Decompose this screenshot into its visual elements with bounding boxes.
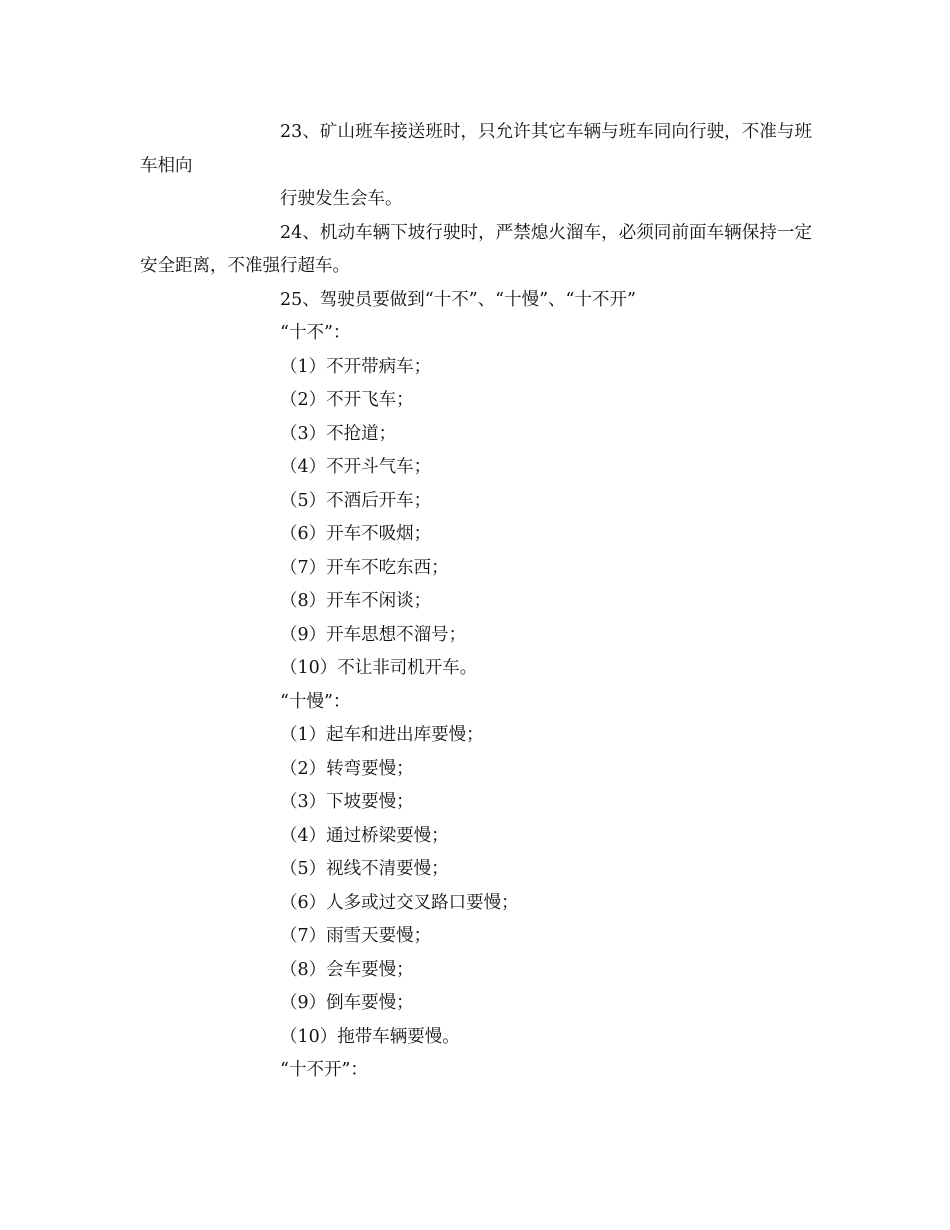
list-item: （3）不抢道； [280, 423, 397, 444]
list-item: （1）起车和进出库要慢； [280, 725, 484, 745]
list-item: （6）开车不吸烟； [280, 524, 432, 544]
paragraph-rule-25: 25、驾驶员要做到“十不”、“十慢”、“十不开” [280, 289, 636, 310]
list-item: （9）开车思想不溜号； [280, 624, 467, 645]
section-heading-ten-nots: “十不”： [280, 323, 351, 343]
list-item: （1）不开带病车； [280, 356, 432, 377]
list-item: （3）下坡要慢； [280, 792, 414, 812]
document-body [140, 116, 812, 1088]
paragraph-rule-24: 24、机动车辆下坡行驶时，严禁熄火溜车，必须同前面车辆保持一定安全距离，不准强行超车。 [140, 222, 812, 276]
list-item: （8）开车不闲谈； [280, 591, 432, 611]
list-item: （4）通过桥梁要慢； [280, 825, 449, 846]
section-heading-ten-dont-drive: “十不开”： [280, 1060, 368, 1080]
list-item: （10）不让非司机开车。 [280, 658, 478, 678]
list-item: （5）不酒后开车； [280, 490, 432, 511]
paragraph-rule-23: 23、矿山班车接送班时，只允许其它车辆与班车同向行驶，不准与班车相向 [140, 122, 812, 176]
list-item: （6）人多或过交叉路口要慢； [280, 892, 519, 913]
list-item: （9）倒车要慢； [280, 993, 414, 1013]
list-item: （7）开车不吃东西； [280, 557, 449, 578]
paragraph-rule-23-continued: 行驶发生会车。 [280, 189, 403, 209]
list-item: （2）转弯要慢； [280, 758, 414, 779]
list-item: （4）不开斗气车； [280, 457, 432, 477]
list-item: （10）拖带车辆要慢。 [280, 1026, 460, 1047]
list-item: （7）雨雪天要慢； [280, 926, 432, 946]
list-item: （8）会车要慢； [280, 959, 414, 980]
section-heading-ten-slows: “十慢”： [280, 691, 351, 712]
list-item: （2）不开飞车； [280, 390, 414, 410]
list-item: （5）视线不清要慢； [280, 859, 449, 879]
